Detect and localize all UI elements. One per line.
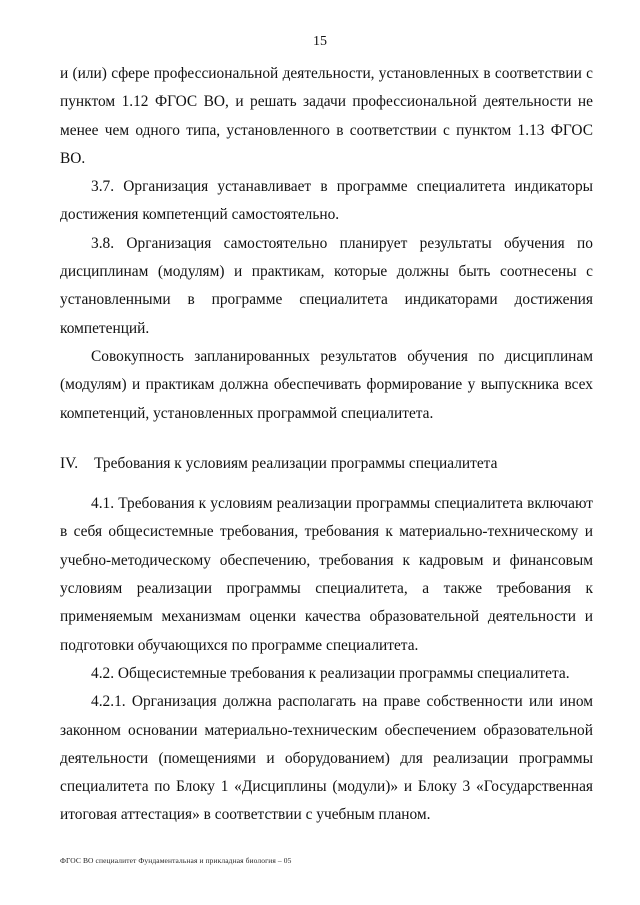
document-body	[60, 60, 593, 830]
section-title: Требования к условиям реализации программы специалитета	[94, 454, 498, 472]
paragraph-4-1: 4.1. Требования к условиям реализации программы специалитета включают в себя общесистемные требования, требования к материально-техническому и учебно-методическому обеспечению, требования к кадровым и финансовым условиям реализации программы специалитета, а также требования к применяемым механизмам оценки качества образовательной деятельности и подготовки обучающихся по программе специалитета.	[60, 495, 593, 654]
paragraph-4-2: 4.2. Общесистемные требования к реализации программы специалитета.	[91, 664, 570, 682]
page-footer: ФГОС ВО специалитет Фундаментальная и прикладная биология – 05	[60, 856, 292, 865]
paragraph-3-7: 3.7. Организация устанавливает в программе специалитета индикаторы достижения компетенций самостоятельно.	[60, 178, 593, 224]
section-heading	[60, 450, 593, 478]
paragraph-learning-outcomes: Совокупность запланированных результатов обучения по дисциплинам (модулям) и практикам должна обеспечивать формирование у выпускника всех компетенций, установленных программой специалитета.	[60, 347, 593, 422]
paragraph-continuation: и (или) сфере профессиональной деятельности, установленных в соответствии с пунктом 1.12 ФГОС ВО, и решать задачи профессиональной деятельности не менее чем одного типа, установленного в соответствии с пунктом 1.13 ФГОС ВО.	[60, 65, 593, 167]
paragraph-3-8: 3.8. Организация самостоятельно планирует результаты обучения по дисциплинам (модулям) и практикам, которые должны быть соотнесены с установленными в программе специалитета индикаторами достижения компетенций.	[60, 234, 593, 337]
page-number: 15	[313, 34, 327, 49]
paragraph-4-2-1: 4.2.1. Организация должна располагать на праве собственности или ином законном основании материально-техническим обеспечением образовательной деятельности (помещениями и оборудованием) для реализации программы специалитета по Блоку 1 «Дисциплины (модули)» и Блоку 3 «Государственная итоговая аттестация» в соответствии с учебным планом.	[60, 693, 593, 824]
section-number: IV.	[60, 454, 79, 472]
